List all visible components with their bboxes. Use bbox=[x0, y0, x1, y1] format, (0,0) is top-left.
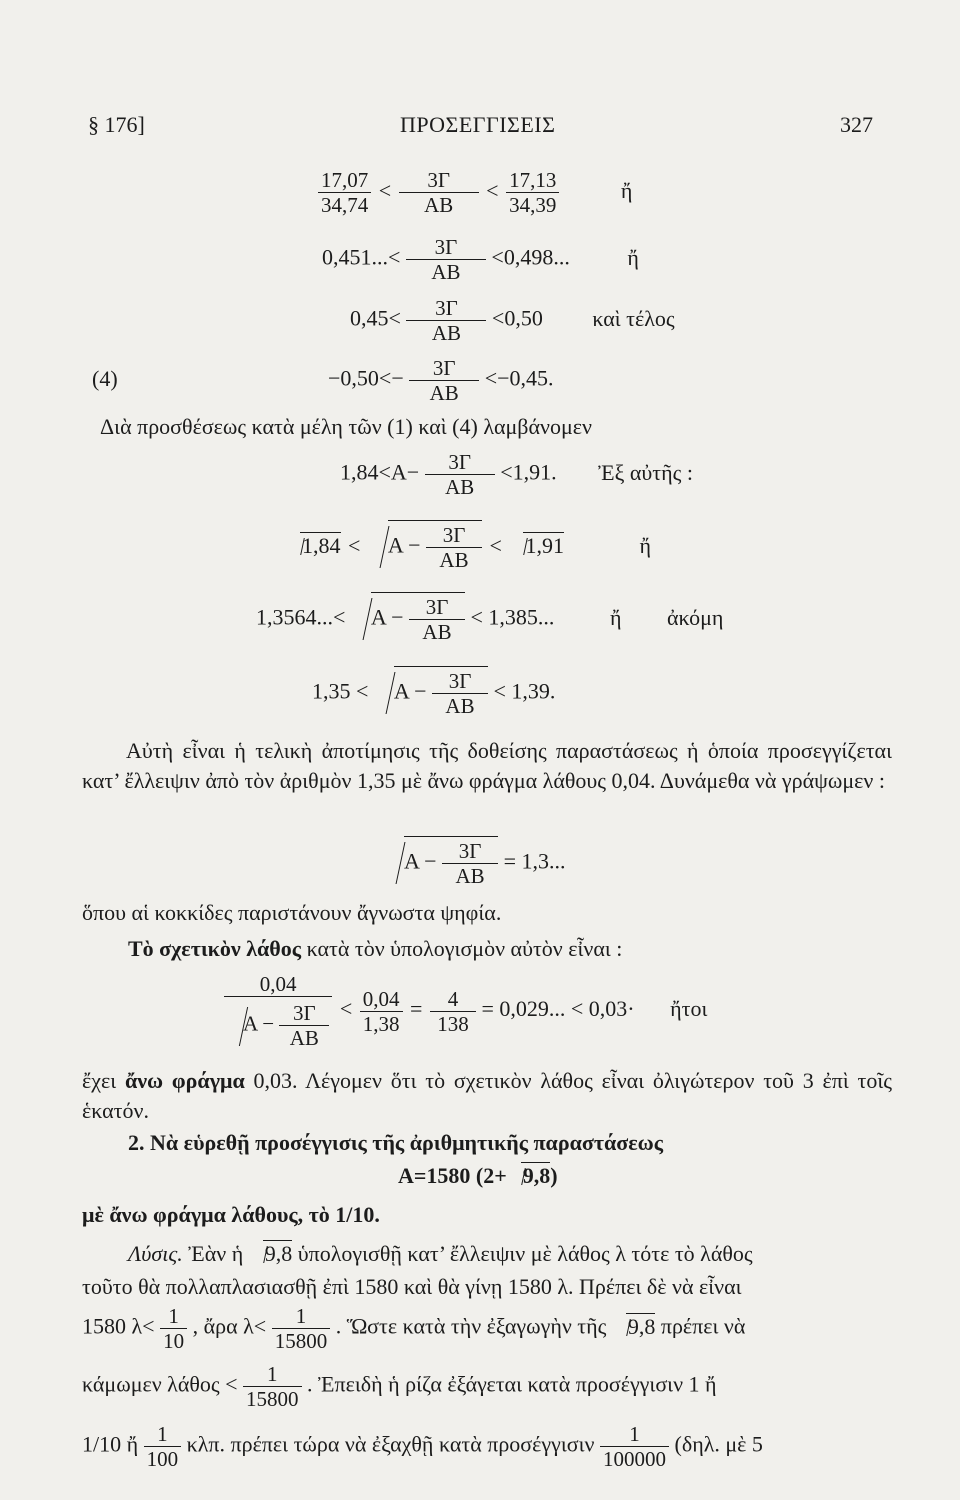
equation-label-4: (4) bbox=[92, 366, 118, 391]
text-dots-meaning: ὅπου αἱ κοκκίδες παριστάνουν ἄγνωστα ψηφία. bbox=[82, 900, 502, 925]
text-addition: Διὰ προσθέσεως κατὰ μέλη τῶν (1) καὶ (4) λαμβάνομεν bbox=[100, 414, 592, 439]
inequality-8: 1,35 < Α − $\frac{3\Gamma}{AB}$ < 1,39. bbox=[312, 666, 555, 718]
running-title: ΠΡΟΣΕΓΓΙΣΕΙΣ bbox=[400, 112, 556, 137]
paragraph-final-estimate: Αὐτὴ εἶναι ἡ τελικὴ ἀποτίμησις τῆς δοθείσης παραστάσεως ἡ ὁποία προσεγγίζεται κατ’ ἔλλειψιν ἀπὸ τὸν ἀριθμὸν 1,35 μὲ ἄνω φράγμα λάθους 0,04. Δυνάμεθα νὰ γράψωμεν : bbox=[82, 738, 892, 793]
inequality-3: 0,45< $\frac{3\Gamma}{AB}$ <0,50 καὶ τέλος bbox=[350, 296, 675, 345]
inequality-4: −0,50<− $\frac{3\Gamma}{AB}$ <−0,45. bbox=[328, 356, 554, 405]
problem-2-formula: Α=1580 (2+ 9,8) bbox=[398, 1163, 558, 1188]
paragraph-upper-bound: ἔχει ἄνω φράγμα 0,03. Λέγομεν ὅτι τὸ σχετικὸν λάθος εἶναι ὀλιγώτερον τοῦ 3 ἐπὶ τοῖς ἑκατόν. bbox=[82, 1068, 893, 1123]
text-relative-error: Τὸ σχετικὸν λάθος κατὰ τὸν ὑπολογισμὸν αὐτὸν εἶναι : bbox=[128, 936, 623, 961]
inequality-7: 1,3564...< Α − $\frac{3\Gamma}{AB}$ < 1,385... ἤ ἀκόμη bbox=[256, 592, 723, 644]
inequality-1: $\frac{17,07}{34,74}$ < $\frac{3\Gamma}{AB}$ < $\frac{17,13}{34,39}$ ἤ bbox=[318, 168, 632, 217]
problem-2-statement: 2. Νὰ εὑρεθῇ προσέγγισις τῆς ἀριθμητικῆς παραστάσεως bbox=[128, 1130, 663, 1155]
inequality-2: 0,451...< $\frac{3\Gamma}{AB}$ <0,498... ἤ bbox=[322, 235, 639, 284]
solution-line-4: κάμωμεν λάθος < $\frac{1}{15800}$ . Ἐπειδὴ ἡ ρίζα ἐξάγεται κατὰ προσέγγισιν 1 ἤ bbox=[82, 1362, 717, 1411]
section-marker: § 176] bbox=[88, 112, 145, 137]
equation-10: 0,04 Α − $\frac{3\Gamma}{AB}$ < $\frac{0,04}{1,38}$ = $\frac{4}{138}$ = 0,029... < 0,03· ἤτοι bbox=[224, 972, 707, 1050]
inequality-6: 1,84 < Α − $\frac{3\Gamma}{AB}$ < 1,91 ἤ bbox=[286, 520, 651, 572]
solution-line-1: Λύσις. Ἐὰν ἡ 9,8 ὑπολογισθῇ κατ’ ἔλλειψιν μὲ λάθος λ τότε τὸ λάθος bbox=[128, 1241, 753, 1266]
solution-line-5: 1/10 ἤ $\frac{1}{100}$ κλπ. πρέπει τώρα νὰ ἐξαχθῇ κατὰ προσέγγισιν $\frac{1}{100000}$ (δηλ. μὲ 5 bbox=[82, 1422, 763, 1471]
problem-2-bound: μὲ ἄνω φράγμα λάθους, τὸ 1/10. bbox=[82, 1202, 380, 1227]
solution-line-2: τοῦτο θὰ πολλαπλασιασθῇ ἐπὶ 1580 καὶ θὰ γίνῃ 1580 λ. Πρέπει δὲ νὰ εἶναι bbox=[82, 1274, 742, 1299]
page-number: 327 bbox=[840, 112, 873, 137]
solution-line-3: 1580 λ< $\frac{1}{10}$ , ἄρα λ< $\frac{1}{15800}$ . Ὥστε κατὰ τὴν ἐξαγωγὴν τῆς 9,8 πρέπει νὰ bbox=[82, 1304, 746, 1353]
equation-9: Α − $\frac{3\Gamma}{AB}$ = 1,3... bbox=[384, 836, 566, 888]
inequality-5: 1,84<Α− $\frac{3\Gamma}{AB}$ <1,91. Ἐξ αὐτῆς : bbox=[340, 450, 693, 499]
